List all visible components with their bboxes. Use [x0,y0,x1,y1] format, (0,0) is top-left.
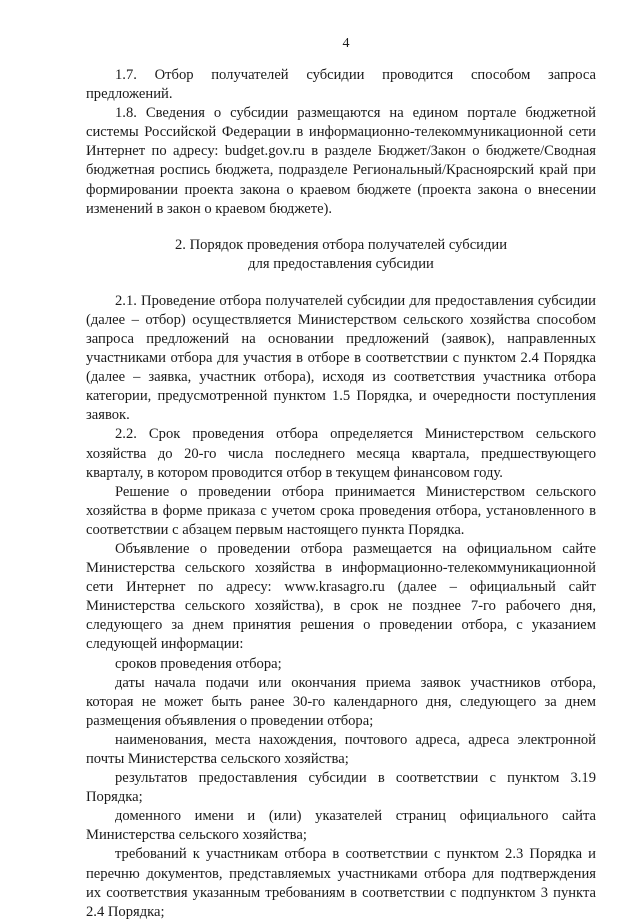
paragraph-announcement: Объявление о проведении отбора размещается на официальном сайте Министерства сельского хозяйства в информационно-телекоммуникационной сети Интернет по адресу: www.krasagro.ru (далее – официальный сайт Министерства сельского хозяйства), в срок не позднее 7-го рабочего дня, следующего за днем принятия решения о проведении отбора, с указанием следующей информации: [86,540,596,653]
list-item-domain: доменного имени и (или) указателей страниц официального сайта Министерства сельского хозяйства; [86,808,596,844]
paragraph-1-7: 1.7. Отбор получателей субсидии проводится способом запроса предложений. [86,67,596,103]
list-item-name-address: наименования, места нахождения, почтового адреса, адреса электронной почты Министерства сельского хозяйства; [86,731,596,767]
list-item-terms: сроков проведения отбора; [115,655,282,672]
section-heading-line-2: для предоставления субсидии [248,255,434,272]
list-item-requirements: требований к участникам отбора в соответствии с пунктом 2.3 Порядка и перечню документов, представляемых участниками отбора для подтверждения их соответствия указанным требованиям в соответствии с подпунктом 3 пункта 2.4 Порядка; [86,846,596,920]
paragraph-1-8: 1.8. Сведения о субсидии размещаются на едином портале бюджетной системы Российской Федерации в информационно-телекоммуникационной сети Интернет по адресу: budget.gov.ru в разделе Бюджет/Закон о бюджете/Сводная бюджетная роспись бюджета, подразделе Региональный/Красноярский край при формировании проекта закона о краевом бюджете (проекта закона о внесении изменений в закон о краевом бюджете). [86,105,596,217]
list-item-dates: даты начала подачи или окончания приема заявок участников отбора, которая не может быть ранее 30-го календарного дня, следующего за днем размещения объявления о проведении отбора; [86,674,596,729]
section-heading-line-1: 2. Порядок проведения отбора получателей субсидии [174,236,508,253]
paragraph-2-2: 2.2. Срок проведения отбора определяется Министерством сельского хозяйства до 20-го числа последнего месяца квартала, предшествующего кварталу, в котором проводится отбор в текущем финансовом году. [86,426,596,481]
list-item-results: результатов предоставления субсидии в соответствии с пунктом 3.19 Порядка; [86,770,596,806]
paragraph-2-1: 2.1. Проведение отбора получателей субсидии для предоставления субсидии (далее – отбор) осуществляется Министерством сельского хозяйства способом запроса предложений на основании предложений (заявок), направленных участниками отбора для участия в отборе в соответствии с пунктом 2.4 Порядка (далее – заявка, участник отбора), исходя из соответствия участника отбора категории, предусмотренной пунктом 1.5 Порядка, и очередности поступления заявок. [86,292,596,424]
section-heading [86,236,596,274]
page-number: 4 [342,36,350,51]
paragraph-decision: Решение о проведении отбора принимается Министерством сельского хозяйства в форме приказа с учетом срока проведения отбора, установленного в соответствии с абзацем первым настоящего пункта Порядка. [86,483,596,538]
